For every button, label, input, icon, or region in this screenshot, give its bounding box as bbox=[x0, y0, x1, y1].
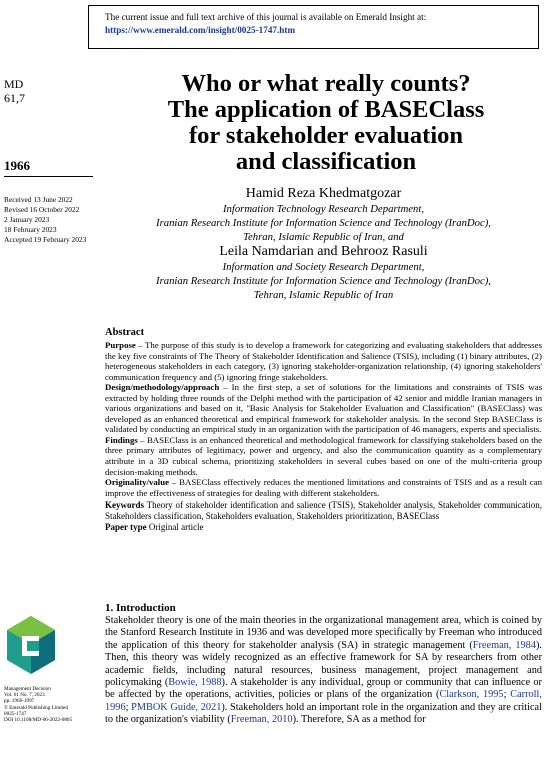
citation-link[interactable]: Carroll, 1996 bbox=[105, 689, 542, 713]
title-line: Who or what really counts? bbox=[181, 70, 471, 97]
abstract-heading: Abstract bbox=[105, 327, 145, 338]
citation-link[interactable]: Freeman, 2010 bbox=[230, 714, 293, 726]
title-line: The application of BASEClass bbox=[167, 96, 485, 123]
intro-text: Stakeholder theory is one of the main theories in the organizational management area, which is coined by the Stanford Research Institute in 1936 and was developed more specifically by Freeman who introduced the application of this theory for stakeholder analysis (SA) in strategic management ( bbox=[105, 615, 542, 651]
author-block bbox=[105, 186, 542, 302]
publication-info bbox=[4, 686, 94, 723]
affiliation-line: Iranian Research Institute for Information Science and Technology (IranDoc), bbox=[156, 217, 491, 229]
intro-text: ). Therefore, SA as a method for bbox=[292, 714, 426, 726]
pubinfo-line: pp. 1966-1997 bbox=[4, 698, 35, 705]
paper-type-text: Original article bbox=[146, 522, 204, 533]
journal-archive-notice bbox=[88, 5, 539, 49]
pubinfo-line: Management Decision bbox=[4, 686, 51, 692]
journal-code bbox=[4, 77, 25, 105]
affiliation-line: Information Technology Research Department, bbox=[222, 203, 425, 215]
margin-divider bbox=[4, 176, 93, 177]
paper-type-label: Paper type bbox=[105, 522, 147, 533]
section-text: – The purpose of this study is to develop a framework for categorizing and evaluating stakeholders that addresses the key five constraints of The Theory of Stakeholder Identification and Salience (TSIS), including (1) binary attributes, (2) heterogeneous stakeholders in each category, (3) ignoring stakeholder-organization relationship, (4) ignoring stakeholders' communication frequency and (5) ignoring fringe stakeholders. bbox=[105, 340, 542, 382]
affiliation-line: Information and Society Research Department, bbox=[222, 261, 425, 273]
affiliation-line: Tehran, Islamic Republic of Iran bbox=[253, 289, 394, 301]
affiliation-line: Tehran, Islamic Republic of Iran, and bbox=[243, 231, 404, 243]
journal-url-link[interactable]: https://www.emerald.com/insight/0025-1747.htm bbox=[105, 25, 296, 35]
section-label: Purpose bbox=[105, 340, 136, 350]
intro-text: ; bbox=[125, 701, 132, 713]
title-line: for stakeholder evaluation bbox=[188, 122, 464, 149]
intro-text: ; bbox=[503, 689, 511, 701]
date-line: Accepted 19 February 2023 bbox=[4, 235, 87, 244]
emerald-publishing-logo bbox=[5, 614, 57, 676]
section-text: – In the first step, a set of solutions for the limitations and constraints of TSIS was extracted by holding three rounds of the Delphi method with the participation of 42 senior and middle Iranian managers in various organizations and based on it, "Basic Analysis for Stakeholder Evaluation and Classification" (BASEClass) was developed as an enhanced theoretical and empirical framework for stakeholder analysis. In the second Step BASEClass is validated by conducting an empirical study in an organization with the participation of 46 managers, experts and specialists. bbox=[105, 382, 542, 435]
author-names: Hamid Reza Khedmatgozar bbox=[245, 186, 402, 201]
affiliation-line: Iranian Research Institute for Information Science and Technology (IranDoc), bbox=[156, 275, 491, 287]
section-text: – BASEClass is an enhanced theoretical and methodological framework for classifying stakeholders based on the three primary attributes of legitimacy, power and urgency, and also the communication quantity as a complementary attribute in a 3D cubical schema, prioritizing stakeholders in several cubes based on one of the multi-criteria group decision-making methods. bbox=[105, 434, 542, 477]
paper-type bbox=[105, 522, 542, 533]
citation-link[interactable]: Clarkson, 1995 bbox=[439, 689, 504, 701]
date-line: Revised 16 October 2022 bbox=[4, 205, 80, 214]
pubinfo-line: Vol. 61 No. 7, 2023 bbox=[4, 692, 45, 699]
section-label: Findings bbox=[105, 434, 138, 445]
section-label: Design/methodology/approach bbox=[105, 382, 220, 393]
keywords bbox=[105, 500, 542, 522]
page-number: 1966 bbox=[4, 158, 30, 173]
citation-link[interactable]: Freeman, 1984 bbox=[472, 639, 536, 651]
journal-abbr: MD bbox=[4, 77, 24, 91]
pubinfo-line: DOI 10.1108/MD-06-2022-0805 bbox=[4, 717, 73, 724]
intro-text: ). A stakeholder is any individual, group or community that can influence or be affected by the operations, activities, policies or plans of the organization ( bbox=[105, 677, 542, 701]
citation-link[interactable]: Bowie, 1988 bbox=[168, 677, 222, 689]
pubinfo-line: © Emerald Publishing Limited bbox=[4, 704, 69, 711]
notice-text: The current issue and full text archive of this journal is available on Emerald Insight at: bbox=[105, 12, 427, 22]
intro-text: ). Then, this theory was widely recognized as an effective framework for SA by researchers from other academic fields, including natural resources, business management, project management and policymaking ( bbox=[105, 639, 542, 689]
date-line: 2 January 2023 bbox=[4, 215, 50, 224]
title-line: and classification bbox=[235, 148, 417, 175]
keywords-label: Keywords bbox=[105, 500, 144, 511]
section-text: – BASEClass effectively reduces the mentioned limitations and constraints of TSIS and as a result can improve the effectiveness of strategies for dealing with different stakeholders. bbox=[105, 477, 542, 498]
author-names: Leila Namdarian and Behrooz Rasuli bbox=[219, 244, 428, 259]
section-label: Originality/value bbox=[105, 477, 170, 488]
logo-mark-inner bbox=[27, 641, 39, 651]
abstract-design bbox=[105, 382, 542, 435]
abstract-originality bbox=[105, 477, 542, 498]
abstract-purpose bbox=[105, 340, 542, 382]
introduction-paragraph bbox=[105, 615, 542, 727]
article-title bbox=[110, 71, 542, 175]
date-line: 18 February 2023 bbox=[4, 225, 57, 234]
keywords-text: Theory of stakeholder identification and salience (TSIS), Stakeholder analysis, Stakeholder communication, Stakeholders classification, Stakeholders evaluation, Stakeholders prioritization, BASEClass bbox=[105, 500, 542, 522]
pubinfo-line: 0025-1747 bbox=[4, 710, 27, 717]
article-dates bbox=[4, 195, 86, 245]
volume-issue: 61,7 bbox=[4, 91, 25, 105]
intro-text: ). Stakeholders hold an important role in the organization and they are critical to the organization's viability ( bbox=[105, 701, 542, 726]
introduction-heading: 1. Introduction bbox=[105, 602, 176, 614]
abstract bbox=[105, 327, 542, 533]
date-line: Received 13 June 2022 bbox=[4, 195, 73, 204]
citation-link[interactable]: PMBOK Guide, 2021 bbox=[131, 701, 222, 713]
abstract-findings bbox=[105, 435, 542, 477]
